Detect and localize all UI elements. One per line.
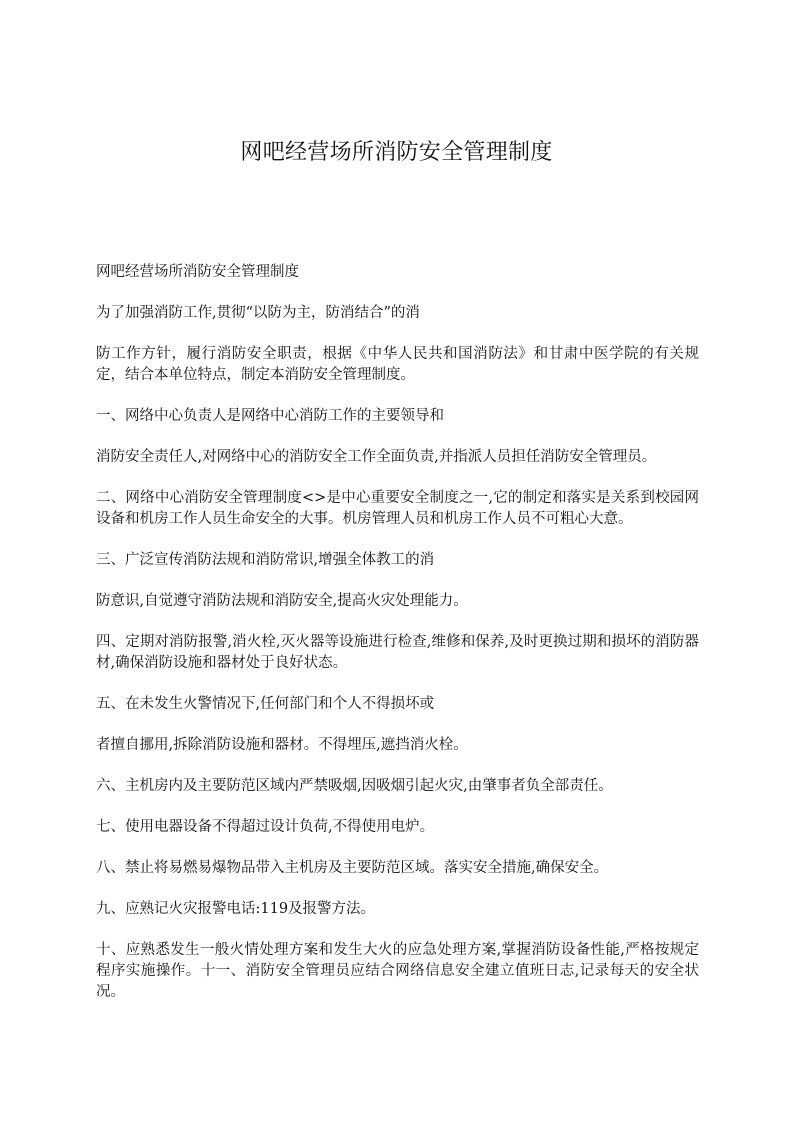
paragraph-item-5b: 者擅自挪用,拆除消防设施和器材。不得埋压,遮挡消火栓。: [96, 737, 468, 753]
paragraph-item-6: 六、主机房内及主要防范区域内严禁吸烟,因吸烟引起火灾,由肇事者负全部责任。: [96, 778, 613, 794]
paragraph-item-1b: 消防安全责任人,对网络中心的消防安全工作全面负责,并指派人员担任消防安全管理员。: [96, 449, 657, 465]
paragraph-item-1a: 一、网络中心负责人是网络中心消防工作的主要领导和: [96, 408, 444, 424]
paragraph-intro-2: 防工作方针，履行消防安全职责，根据《中华人民共和国消防法》和甘肃中医学院的有关规定，结合本单位特点，制定本消防安全管理制度。: [96, 346, 699, 383]
paragraph-intro-1: 为了加强消防工作,贯彻“以防为主，防消结合”的消: [96, 305, 420, 321]
paragraph-item-10-11: 十、应熟悉发生一般火情处理方案和发生大火的应急处理方案,掌握消防设备性能,严格按规定程序实施操作。十一、消防安全管理员应结合网络信息安全建立值班日志,记录每天的安全状况。: [96, 942, 699, 1000]
document-body: [96, 262, 699, 1023]
paragraph-item-7: 七、使用电器设备不得超过设计负荷,不得使用电炉。: [96, 819, 435, 835]
paragraph-item-4: 四、定期对消防报警,消火栓,灭火器等设施进行检查,维修和保养,及时更换过期和损坏的消防器材,确保消防设施和器材处于良好状态。: [96, 634, 699, 671]
paragraph-item-9: 九、应熟记火灾报警电话:119及报警方法。: [96, 901, 376, 917]
paragraph-heading-repeat: 网吧经营场所消防安全管理制度: [96, 264, 299, 280]
paragraph-item-2: 二、网络中心消防安全管理制度<>是中心重要安全制度之一,它的制定和落实是关系到校园网设备和机房工作人员生命安全的大事。机房管理人员和机房工作人员不可粗心大意。: [96, 490, 699, 527]
paragraph-item-3a: 三、广泛宣传消防法规和消防常识,增强全体教工的消: [96, 552, 435, 568]
paragraph-item-3b: 防意识,自觉遵守消防法规和消防安全,提高火灾处理能力。: [96, 593, 468, 609]
paragraph-item-5a: 五、在未发生火警情况下,任何部门和个人不得损坏或: [96, 696, 435, 712]
paragraph-item-8: 八、禁止将易燃易爆物品带入主机房及主要防范区域。落实安全措施,确保安全。: [96, 860, 609, 876]
document-title: 网吧经营场所消防安全管理制度: [240, 140, 553, 165]
